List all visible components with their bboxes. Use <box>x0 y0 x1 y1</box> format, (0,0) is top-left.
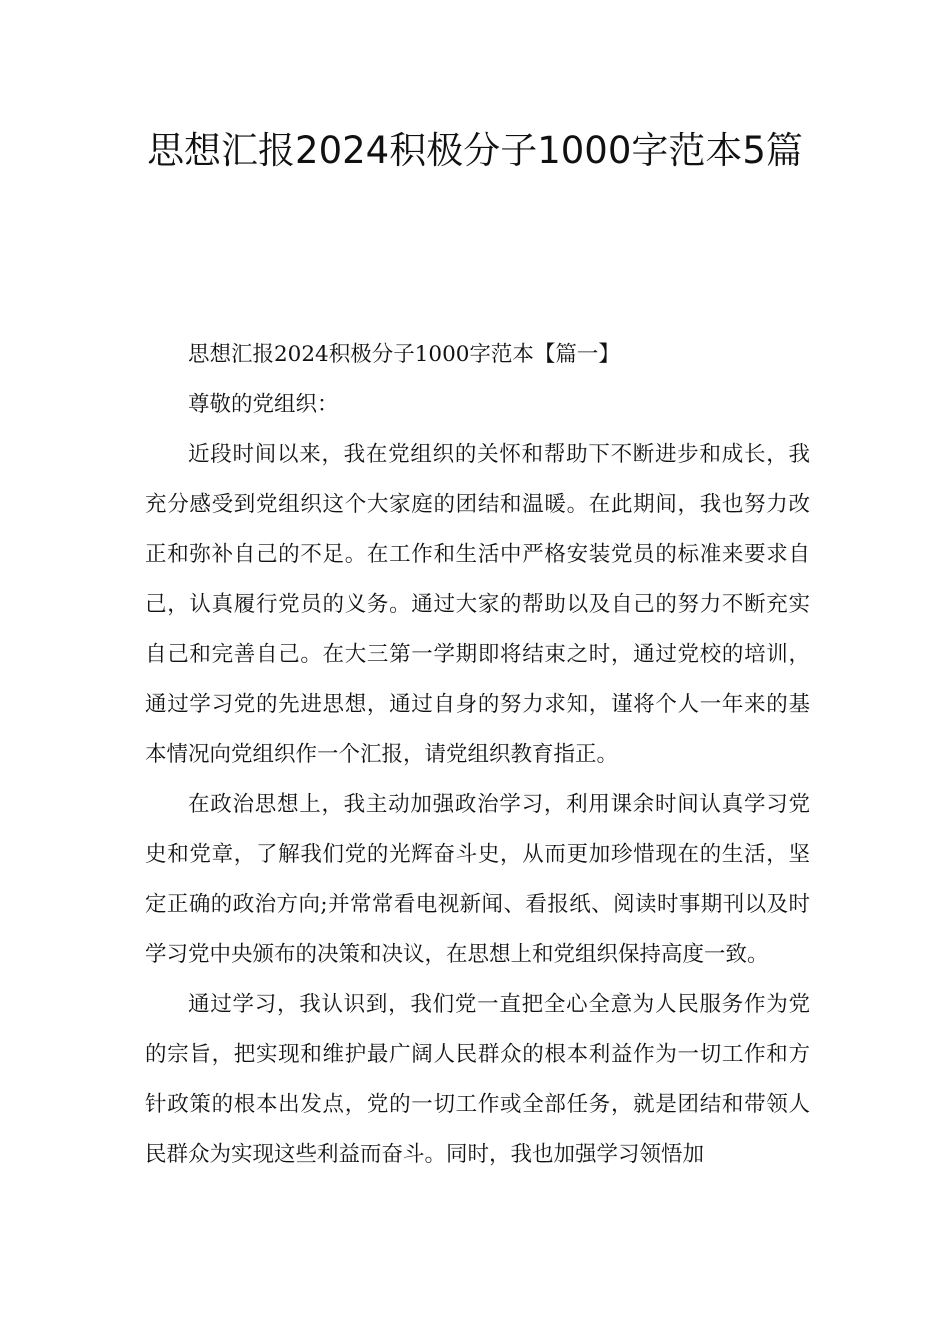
body-paragraph: 通过学习，我认识到，我们党一直把全心全意为人民服务作为党的宗旨，把实现和维护最广阔人民群众的根本利益作为一切工作和方针政策的根本出发点，党的一切工作或全部任务，就是团结和带领人民群众为实现这些利益而奋斗。同时，我也加强学习领悟加 <box>145 992 810 1167</box>
salutation: 尊敬的党组织： <box>188 392 339 417</box>
body-paragraph: 近段时间以来，我在党组织的关怀和帮助下不断进步和成长，我充分感受到党组织这个大家庭的团结和温暖。在此期间，我也努力改正和弥补自己的不足。在工作和生活中严格安装党员的标准来要求自己，认真履行党员的义务。通过大家的帮助以及自己的努力不断充实自己和完善自己。在大三第一学期即将结束之时，通过党校的培训，通过学习党的先进思想，通过自身的努力求知，谨将个人一年来的基本情况向党组织作一个汇报，请党组织教育指正。 <box>145 442 810 767</box>
document-body <box>145 330 810 1180</box>
document-title: 思想汇报2024积极分子1000字范本5篇 <box>147 129 803 172</box>
section-heading: 思想汇报2024积极分子1000字范本【篇一】 <box>188 342 620 367</box>
body-paragraph: 在政治思想上，我主动加强政治学习，利用课余时间认真学习党史和党章，了解我们党的光辉奋斗史，从而更加珍惜现在的生活，坚定正确的政治方向;并常常看电视新闻、看报纸、阅读时事期刊以及时学习党中央颁布的决策和决议，在思想上和党组织保持高度一致。 <box>145 792 810 967</box>
